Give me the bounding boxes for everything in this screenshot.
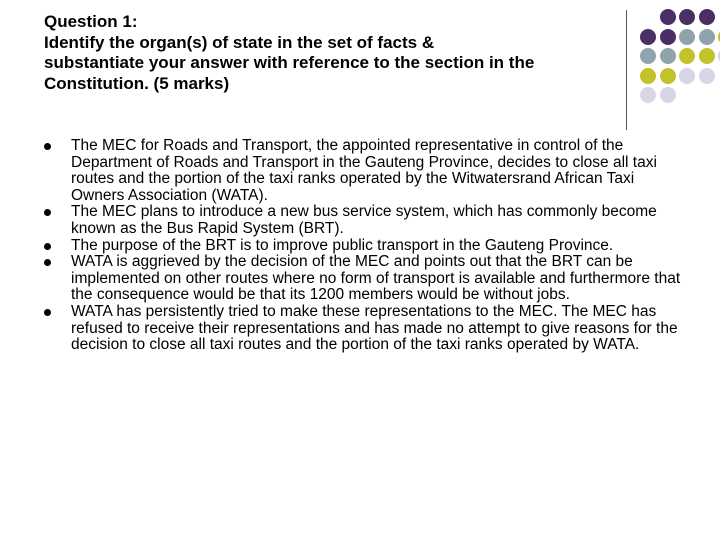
bullet-item [44, 304, 684, 354]
bullet-marker-icon [44, 209, 51, 216]
decorative-dot-teal [660, 48, 676, 64]
bullet-text: The MEC plans to introduce a new bus service system, which has commonly become known as the Bus Rapid System (BRT). [71, 203, 657, 237]
bullet-item [44, 238, 684, 255]
bullet-list [44, 138, 684, 354]
decorative-dot-olive [660, 68, 676, 84]
bullet-text: WATA is aggrieved by the decision of the MEC and points out that the BRT can be implemented on other routes where no form of transport is available and furthermore that the consequence would be that its 1200 members would be without jobs. [71, 253, 681, 304]
decorative-dot-lavender [660, 87, 676, 103]
decorative-dot-purple [660, 9, 676, 25]
bullet-item [44, 204, 684, 237]
bullet-marker-icon [44, 309, 51, 316]
decorative-dot-teal [640, 48, 656, 64]
decorative-dot-purple [660, 29, 676, 45]
bullet-item [44, 254, 684, 304]
decorative-dot-purple [699, 9, 715, 25]
title-line: Identify the organ(s) of state in the set of facts & [44, 32, 435, 52]
decorative-dot-teal [679, 29, 695, 45]
bullet-marker-icon [44, 143, 51, 150]
bullet-marker-icon [44, 259, 51, 266]
decorative-dot-teal [699, 29, 715, 45]
decorative-dot-lavender [699, 68, 715, 84]
decorative-dot-lavender [679, 68, 695, 84]
bullet-item [44, 138, 684, 204]
title-line: Question 1: [44, 12, 138, 31]
bullet-text: The MEC for Roads and Transport, the appointed representative in control of the Department of Roads and Transport in the Gauteng Province, decides to close all taxi routes and the portion of the taxi ranks operated by the Witwatersrand African Taxi Owners Association (WATA). [71, 137, 657, 204]
bullet-text: The purpose of the BRT is to improve public transport in the Gauteng Province. [71, 236, 614, 254]
decorative-dot-purple [679, 9, 695, 25]
title-line: substantiate your answer with reference to the section in the [44, 53, 535, 72]
slide-title [44, 12, 624, 94]
decorative-dot-olive [679, 48, 695, 64]
decorative-dot-olive [699, 48, 715, 64]
decorative-dot-lavender [640, 87, 656, 103]
decorative-dot-olive [640, 68, 656, 84]
bullet-marker-icon [44, 243, 51, 250]
title-divider-line [626, 10, 627, 130]
bullet-text: WATA has persistently tried to make these representations to the MEC. The MEC has refused to receive their representations and has made no attempt to give reasons for the decision to close all taxi routes and the portion of the taxi ranks operated by WATA. [71, 302, 678, 354]
decorative-dot-purple [640, 29, 656, 45]
title-line: Constitution. (5 marks) [44, 73, 230, 93]
